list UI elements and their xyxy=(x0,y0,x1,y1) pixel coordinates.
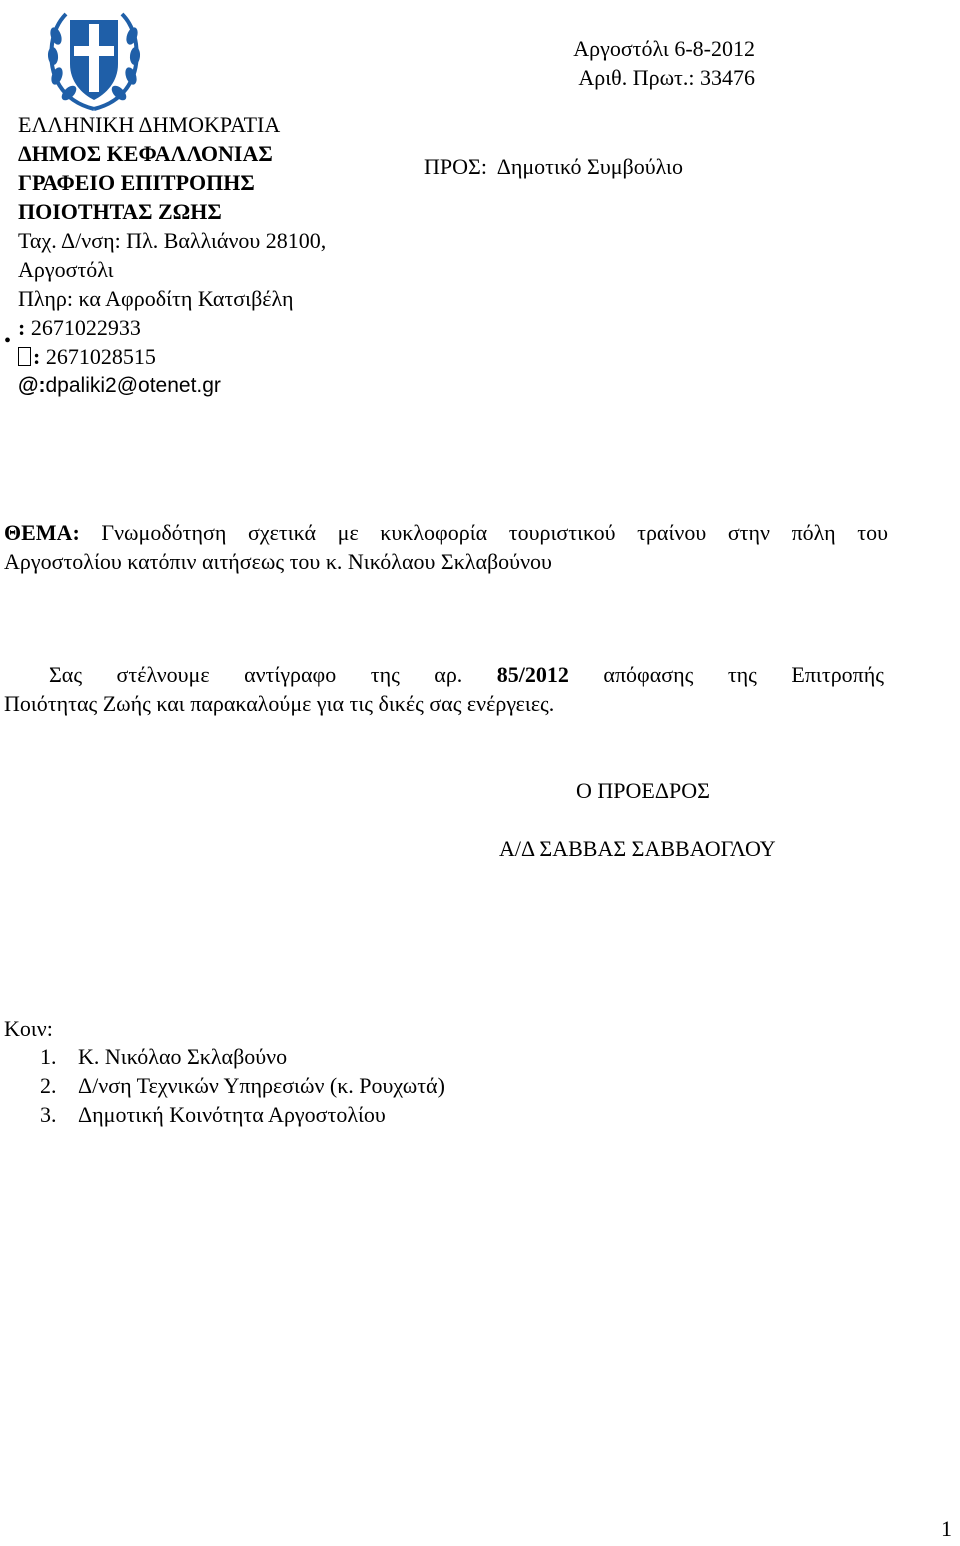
cc-text: Δημοτική Κοινότητα Αργοστολίου xyxy=(78,1102,386,1127)
phone-number: 2671022933 xyxy=(25,315,141,340)
municipality-line: ΔΗΜΟΣ ΚΕΦΑΛΛΟΝΙΑΣ xyxy=(18,141,273,166)
greek-coat-of-arms-icon xyxy=(44,6,144,114)
body-text-post: απόφασης της Επιτροπής xyxy=(568,662,884,687)
fax-line xyxy=(18,342,326,371)
recipient-label: ΠΡΟΣ: xyxy=(424,154,487,179)
cc-number: 2. xyxy=(40,1073,57,1098)
recipient-value: Δημοτικό Συμβούλιο xyxy=(496,154,683,179)
fax-icon xyxy=(18,347,31,366)
body-line-1 xyxy=(4,660,884,689)
page-number: 1 xyxy=(941,1516,952,1541)
fax-number: 2671028515 xyxy=(40,344,156,369)
fax-label: : xyxy=(33,344,41,369)
subject-line-2: Αργοστολίου κατόπιν αιτήσεως του κ. Νικόλαου Σκλαβούνου xyxy=(4,549,552,574)
list-item xyxy=(40,1071,445,1100)
sender-block xyxy=(18,110,326,400)
body-text-pre: Σας στέλνουμε αντίγραφο της αρ. xyxy=(49,662,497,687)
phone-label: : xyxy=(18,315,26,340)
contact-person-line: Πληρ: κα Αφροδίτη Κατσιβέλη xyxy=(18,286,294,311)
subject-block xyxy=(4,518,888,576)
committee-line: ΠΟΙΟΤΗΤΑΣ ΖΩΗΣ xyxy=(18,199,222,224)
phone-bullet-icon: • xyxy=(4,330,12,352)
email-line xyxy=(18,371,326,400)
decision-number: 85/2012 xyxy=(496,662,569,687)
subject-text-1: Γνωμοδότηση σχετικά με κυκλοφορία τουριστικού τραίνου στην πόλη του xyxy=(101,520,889,545)
list-item xyxy=(40,1100,445,1129)
protocol-number xyxy=(578,63,755,92)
recipient xyxy=(424,152,683,181)
signature-title: Ο ΠΡΟΕΔΡΟΣ xyxy=(576,778,710,803)
office-line: ΓΡΑΦΕΙΟ ΕΠΙΤΡΟΠΗΣ xyxy=(18,170,255,195)
cc-number: 1. xyxy=(40,1044,57,1069)
list-item xyxy=(40,1042,445,1071)
body-paragraph xyxy=(4,660,884,718)
country-line: ΕΛΛΗΝΙΚΗ ΔΗΜΟΚΡΑΤΙΑ xyxy=(18,112,281,137)
protocol-label: Αριθ. Πρωτ.: xyxy=(578,65,695,90)
cc-text: Δ/νση Τεχνικών Υπηρεσιών (κ. Ρουχωτά) xyxy=(78,1073,445,1098)
subject-label: ΘΕΜΑ: xyxy=(4,520,80,545)
city-line: Αργοστόλι xyxy=(18,257,114,282)
email-label: @: xyxy=(18,374,46,397)
subject-line-1 xyxy=(4,518,888,547)
protocol-value: 33476 xyxy=(700,65,755,90)
address-line: Ταχ. Δ/νση: Πλ. Βαλλιάνου 28100, xyxy=(18,228,327,253)
cc-number: 3. xyxy=(40,1102,57,1127)
email-address: dpaliki2@otenet.gr xyxy=(45,374,221,397)
cc-list xyxy=(40,1042,445,1129)
signature-name: Α/Δ ΣΑΒΒΑΣ ΣΑΒΒΑΟΓΛΟΥ xyxy=(499,836,776,861)
document-date: Αργοστόλι 6-8-2012 xyxy=(573,36,755,61)
phone-line xyxy=(18,313,326,342)
cc-heading: Κοιν: xyxy=(4,1016,53,1041)
cc-text: Κ. Νικόλαο Σκλαβούνο xyxy=(78,1044,288,1069)
body-line-2: Ποιότητας Ζωής και παρακαλούμε για τις δικές σας ενέργειες. xyxy=(4,691,555,716)
